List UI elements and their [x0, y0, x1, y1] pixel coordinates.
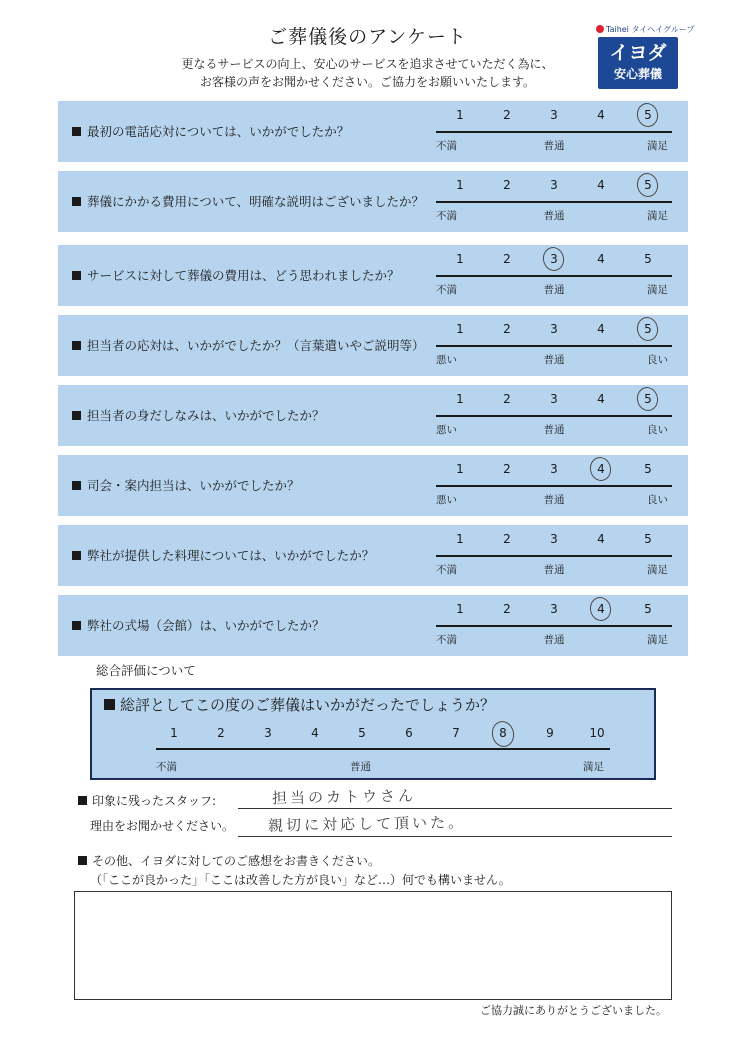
scale-option-4[interactable]: 4	[597, 178, 605, 192]
scale-option-5[interactable]: 5	[644, 532, 652, 546]
scale-option-1[interactable]: 1	[456, 392, 464, 406]
rating-scale	[436, 315, 672, 376]
scale-option-4[interactable]: 4	[597, 108, 605, 122]
scale-mid-label: 普通	[543, 424, 565, 436]
scale-option-1[interactable]: 1	[456, 462, 464, 476]
scale-line	[436, 415, 672, 417]
selected-circle-mark	[635, 171, 661, 199]
question-row	[58, 171, 688, 232]
scale-mid-label: 普通	[350, 761, 371, 773]
scale-option-1[interactable]: 1	[456, 252, 464, 266]
overall-option-10[interactable]: 10	[589, 726, 605, 740]
scale-mid-label: 普通	[543, 354, 565, 366]
scale-mid-label: 普通	[543, 564, 565, 576]
scale-low-label: 悪い	[436, 354, 457, 366]
scale-mid-label: 普通	[543, 494, 565, 506]
scale-low-label: 不満	[436, 210, 457, 222]
scale-option-2[interactable]: 2	[503, 108, 511, 122]
overall-option-8[interactable]: 8	[499, 726, 507, 740]
scale-high-label: 良い	[647, 354, 668, 366]
scale-option-2[interactable]: 2	[503, 392, 511, 406]
selected-circle-mark	[541, 245, 567, 273]
scale-option-3[interactable]: 3	[550, 602, 558, 616]
scale-option-1[interactable]: 1	[456, 322, 464, 336]
question-row	[58, 595, 688, 656]
scale-high-label: 良い	[647, 424, 668, 436]
scale-option-1[interactable]: 1	[456, 178, 464, 192]
scale-option-5[interactable]: 5	[644, 392, 652, 406]
scale-line	[436, 345, 672, 347]
scale-low-label: 悪い	[436, 424, 457, 436]
scale-option-4[interactable]: 4	[597, 322, 605, 336]
scale-option-3[interactable]: 3	[550, 252, 558, 266]
scale-option-5[interactable]: 5	[644, 252, 652, 266]
question-text: 担当者の応対は、いかがでしたか？（言葉遣いやご説明等）	[72, 315, 425, 376]
question-text: 弊社の式場（会館）は、いかがでしたか？	[72, 595, 325, 656]
overall-scale	[156, 690, 610, 782]
square-bullet-icon	[72, 551, 81, 560]
overall-option-1[interactable]: 1	[170, 726, 178, 740]
scale-option-5[interactable]: 5	[644, 602, 652, 616]
scale-option-1[interactable]: 1	[456, 108, 464, 122]
square-bullet-icon	[72, 341, 81, 350]
comments-label: その他、イヨダに対してのご感想をお書きください。	[78, 852, 380, 869]
scale-option-4[interactable]: 4	[597, 602, 605, 616]
comments-box[interactable]	[74, 891, 672, 1000]
rating-scale	[436, 245, 672, 306]
reason-underline	[238, 836, 672, 837]
selected-circle-mark	[588, 455, 614, 483]
scale-mid-label: 普通	[543, 634, 565, 646]
intro-line-1: 更なるサービスの向上、安心のサービスを追求させていただく為に、	[181, 57, 554, 71]
selected-circle-mark	[635, 101, 661, 129]
question-text: 司会・案内担当は、いかがでしたか？	[72, 455, 300, 516]
logo-main: イヨダ	[609, 42, 667, 64]
selected-circle-mark	[635, 385, 661, 413]
staff-answer[interactable]: 担当のカトウさん	[271, 786, 417, 808]
scale-line	[436, 555, 672, 557]
question-text: 最初の電話応対については、いかがでしたか？	[72, 101, 349, 162]
rating-scale	[436, 101, 672, 162]
question-text: 葬儀にかかる費用について、明確な説明はございましたか？	[72, 171, 424, 232]
brand-group: Taihei タイヘイグループ	[596, 24, 695, 35]
scale-low-label: 不満	[436, 564, 457, 576]
selected-circle-mark	[490, 719, 517, 749]
question-text: サービスに対して葬儀の費用は、どう思われましたか？	[72, 245, 400, 306]
scale-option-3[interactable]: 3	[550, 392, 558, 406]
overall-section-label: 総合評価について	[96, 663, 196, 678]
scale-option-3[interactable]: 3	[550, 108, 558, 122]
scale-option-1[interactable]: 1	[456, 602, 464, 616]
question-row	[58, 101, 688, 162]
scale-option-5[interactable]: 5	[644, 462, 652, 476]
overall-option-9[interactable]: 9	[546, 726, 554, 740]
scale-option-4[interactable]: 4	[597, 392, 605, 406]
page-title: ご葬儀後のアンケート	[268, 26, 467, 48]
scale-option-4[interactable]: 4	[597, 462, 605, 476]
brand-dot-icon	[596, 25, 604, 33]
thanks-message: ご協力誠にありがとうございました。	[480, 1004, 667, 1017]
question-row	[58, 385, 688, 446]
scale-option-1[interactable]: 1	[456, 532, 464, 546]
scale-option-2[interactable]: 2	[503, 532, 511, 546]
staff-label: 印象に残ったスタッフ:	[78, 792, 216, 809]
reason-answer[interactable]: 親切に対応して頂いた。	[267, 813, 467, 835]
scale-option-4[interactable]: 4	[597, 532, 605, 546]
scale-low-label: 不満	[436, 140, 457, 152]
scale-high-label: 満足	[647, 564, 668, 576]
scale-option-2[interactable]: 2	[503, 252, 511, 266]
square-bullet-icon	[72, 621, 81, 630]
scale-low-label: 悪い	[436, 494, 457, 506]
rating-scale	[436, 385, 672, 446]
scale-option-5[interactable]: 5	[644, 178, 652, 192]
scale-option-5[interactable]: 5	[644, 322, 652, 336]
scale-high-label: 満足	[647, 210, 668, 222]
rating-scale	[436, 171, 672, 232]
overall-option-7[interactable]: 7	[452, 726, 460, 740]
overall-option-5[interactable]: 5	[358, 726, 366, 740]
selected-circle-mark	[635, 315, 661, 343]
scale-high-label: 満足	[647, 634, 668, 646]
question-text: 弊社が提供した料理については、いかがでしたか？	[72, 525, 374, 586]
overall-question: 総評としてこの度のご葬儀はいかがだったでしょうか？	[104, 694, 495, 715]
rating-scale	[436, 455, 672, 516]
square-bullet-icon	[78, 796, 87, 805]
scale-high-label: 良い	[647, 494, 668, 506]
square-bullet-icon	[104, 699, 115, 710]
scale-mid-label: 普通	[543, 284, 565, 296]
rating-scale	[436, 595, 672, 656]
scale-line	[436, 275, 672, 277]
scale-option-2[interactable]: 2	[503, 178, 511, 192]
question-row	[58, 455, 688, 516]
scale-line	[436, 201, 672, 203]
overall-option-2[interactable]: 2	[217, 726, 225, 740]
logo-sub: 安心葬儀	[613, 67, 662, 81]
scale-option-3[interactable]: 3	[550, 178, 558, 192]
company-logo	[598, 37, 678, 89]
scale-line	[156, 748, 610, 750]
square-bullet-icon	[78, 856, 87, 865]
scale-option-3[interactable]: 3	[550, 462, 558, 476]
scale-option-3[interactable]: 3	[550, 532, 558, 546]
square-bullet-icon	[72, 197, 81, 206]
scale-line	[436, 485, 672, 487]
scale-option-4[interactable]: 4	[597, 252, 605, 266]
scale-option-2[interactable]: 2	[503, 322, 511, 336]
scale-high-label: 満足	[647, 284, 668, 296]
question-text: 担当者の身だしなみは、いかがでしたか？	[72, 385, 325, 446]
scale-option-2[interactable]: 2	[503, 602, 511, 616]
question-row	[58, 525, 688, 586]
square-bullet-icon	[72, 481, 81, 490]
square-bullet-icon	[72, 271, 81, 280]
square-bullet-icon	[72, 411, 81, 420]
overall-option-4[interactable]: 4	[311, 726, 319, 740]
scale-option-3[interactable]: 3	[550, 322, 558, 336]
scale-high-label: 満足	[647, 140, 668, 152]
scale-line	[436, 131, 672, 133]
overall-option-3[interactable]: 3	[264, 726, 272, 740]
scale-low-label: 不満	[436, 284, 457, 296]
scale-low-label: 不満	[436, 634, 457, 646]
rating-scale	[436, 525, 672, 586]
scale-option-5[interactable]: 5	[644, 108, 652, 122]
question-row	[58, 315, 688, 376]
staff-underline	[238, 808, 672, 809]
overall-option-6[interactable]: 6	[405, 726, 413, 740]
scale-high-label: 満足	[583, 761, 604, 773]
scale-mid-label: 普通	[543, 140, 565, 152]
question-row	[58, 245, 688, 306]
reason-label: 理由をお聞かせください。	[90, 819, 235, 833]
intro-line-2: お客様の声をお聞かせください。ご協力をお願いいたします。	[199, 75, 536, 89]
square-bullet-icon	[72, 127, 81, 136]
scale-option-2[interactable]: 2	[503, 462, 511, 476]
scale-mid-label: 普通	[543, 210, 565, 222]
scale-line	[436, 625, 672, 627]
scale-low-label: 不満	[156, 761, 177, 773]
selected-circle-mark	[588, 595, 614, 623]
comments-hint: （「ここが良かった」「ここは改善した方が良い」など…）何でも構いません。	[90, 873, 511, 887]
overall-rating-box	[90, 688, 656, 780]
